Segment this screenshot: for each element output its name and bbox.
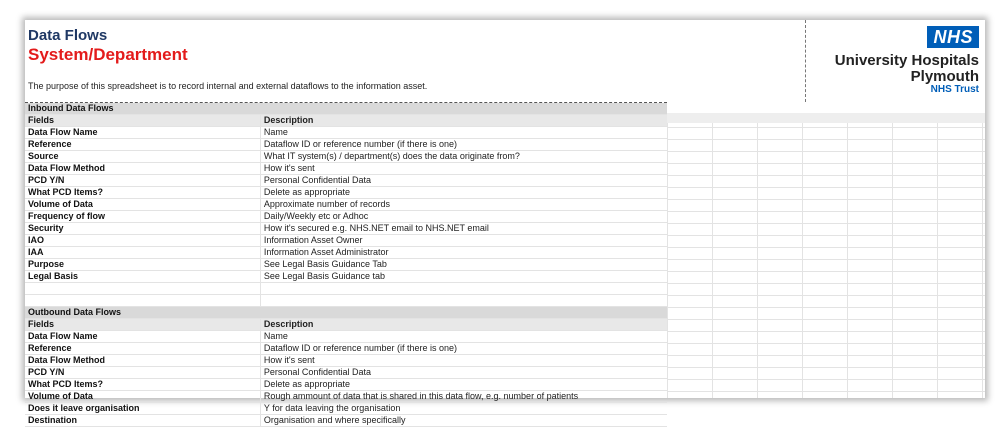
field-name-cell[interactable]: Source — [25, 151, 261, 162]
org-trust: NHS Trust — [930, 84, 979, 95]
description-cell[interactable]: Name — [263, 331, 288, 341]
field-name-cell[interactable]: IAA — [25, 247, 261, 258]
field-name-cell[interactable]: Security — [25, 223, 261, 234]
description-cell[interactable]: Personal Confidential Data — [263, 175, 371, 185]
field-name-cell[interactable]: Data Flow Method — [25, 163, 261, 174]
field-name-cell[interactable]: Data Flow Method — [25, 355, 261, 366]
table-row[interactable] — [25, 235, 667, 247]
blank-row[interactable] — [25, 295, 667, 307]
inbound-section-row[interactable] — [25, 103, 667, 115]
description-cell[interactable]: Organisation and where specifically — [263, 415, 406, 425]
description-cell[interactable]: Delete as appropriate — [263, 379, 350, 389]
inbound-rows — [25, 127, 667, 283]
description-cell[interactable]: How it's sent — [263, 163, 315, 173]
table-row[interactable] — [25, 391, 667, 403]
spreadsheet — [25, 20, 985, 425]
table-row[interactable] — [25, 127, 667, 139]
col-fields: Fields — [25, 319, 261, 330]
description-cell[interactable]: Information Asset Owner — [263, 235, 363, 245]
page-title: Data Flows — [28, 27, 108, 44]
data-flow-table — [25, 103, 667, 427]
table-row[interactable] — [25, 163, 667, 175]
description-cell[interactable]: How it's sent — [263, 355, 315, 365]
table-row[interactable] — [25, 403, 667, 415]
description-cell[interactable]: Approximate number of records — [263, 199, 390, 209]
description-cell[interactable]: Dataflow ID or reference number (if there is one) — [263, 139, 457, 149]
outbound-column-header[interactable] — [25, 319, 667, 331]
field-name-cell[interactable]: PCD Y/N — [25, 367, 261, 378]
description-cell[interactable]: See Legal Basis Guidance Tab — [263, 259, 387, 269]
table-row[interactable] — [25, 175, 667, 187]
table-row[interactable] — [25, 415, 667, 427]
table-row[interactable] — [25, 211, 667, 223]
table-row[interactable] — [25, 151, 667, 163]
sheet-header — [25, 20, 985, 102]
col-description: Description — [263, 319, 314, 329]
section-title-outbound: Outbound Data Flows — [28, 307, 121, 317]
outbound-section-row[interactable] — [25, 307, 667, 319]
field-name-cell[interactable]: Reference — [25, 139, 261, 150]
table-row[interactable] — [25, 247, 667, 259]
table-row[interactable] — [25, 139, 667, 151]
page-subtitle: System/Department — [28, 45, 188, 64]
description-cell[interactable]: What IT system(s) / department(s) does the data originate from? — [263, 151, 520, 161]
field-name-cell[interactable]: IAO — [25, 235, 261, 246]
field-name-cell[interactable]: Destination — [25, 415, 261, 426]
cell — [260, 103, 667, 114]
nhs-logo-badge: NHS — [927, 26, 979, 48]
field-name-cell[interactable]: PCD Y/N — [25, 175, 261, 186]
section-title-inbound: Inbound Data Flows — [28, 103, 114, 113]
field-name-cell[interactable]: Purpose — [25, 259, 261, 270]
field-name-cell[interactable]: What PCD Items? — [25, 379, 261, 390]
table-row[interactable] — [25, 259, 667, 271]
table-row[interactable] — [25, 199, 667, 211]
description-cell[interactable]: Y for data leaving the organisation — [263, 403, 401, 413]
purpose-text: The purpose of this spreadsheet is to record internal and external dataflows to the information asset. — [28, 81, 428, 91]
table-row[interactable] — [25, 379, 667, 391]
field-name-cell[interactable]: Reference — [25, 343, 261, 354]
description-cell[interactable]: Information Asset Administrator — [263, 247, 389, 257]
col-description: Description — [263, 115, 314, 125]
table-row[interactable] — [25, 271, 667, 283]
field-name-cell[interactable]: What PCD Items? — [25, 187, 261, 198]
org-name-line2: Plymouth — [910, 68, 979, 85]
field-name-cell[interactable]: Volume of Data — [25, 391, 261, 402]
description-cell[interactable]: Personal Confidential Data — [263, 367, 371, 377]
description-cell[interactable]: How it's secured e.g. NHS.NET email to NHS.NET email — [263, 223, 489, 233]
table-row[interactable] — [25, 223, 667, 235]
field-name-cell[interactable]: Frequency of flow — [25, 211, 261, 222]
table-row[interactable] — [25, 367, 667, 379]
table-row[interactable] — [25, 343, 667, 355]
outbound-rows — [25, 331, 667, 427]
table-row[interactable] — [25, 187, 667, 199]
description-cell[interactable]: Delete as appropriate — [263, 187, 350, 197]
logo-divider — [805, 20, 806, 102]
description-cell[interactable]: Rough ammount of data that is shared in this data flow, e.g. number of patients — [263, 391, 579, 401]
table-row[interactable] — [25, 355, 667, 367]
blank-row[interactable] — [25, 283, 667, 295]
description-cell[interactable]: Daily/Weekly etc or Adhoc — [263, 211, 369, 221]
inbound-column-header[interactable] — [25, 115, 667, 127]
org-name-line1: University Hospitals — [834, 52, 979, 69]
empty-cell-grid[interactable] — [667, 103, 985, 398]
description-cell[interactable]: See Legal Basis Guidance tab — [263, 271, 385, 281]
col-fields: Fields — [25, 115, 261, 126]
description-cell[interactable]: Name — [263, 127, 288, 137]
field-name-cell[interactable]: Legal Basis — [25, 271, 261, 282]
empty-cell-strip — [667, 103, 985, 113]
table-row[interactable] — [25, 331, 667, 343]
empty-header-band — [667, 113, 985, 123]
field-name-cell[interactable]: Data Flow Name — [25, 127, 261, 138]
description-cell[interactable]: Dataflow ID or reference number (if there is one) — [263, 343, 457, 353]
cell — [260, 307, 667, 318]
field-name-cell[interactable]: Does it leave organisation — [25, 403, 261, 414]
field-name-cell[interactable]: Data Flow Name — [25, 331, 261, 342]
field-name-cell[interactable]: Volume of Data — [25, 199, 261, 210]
